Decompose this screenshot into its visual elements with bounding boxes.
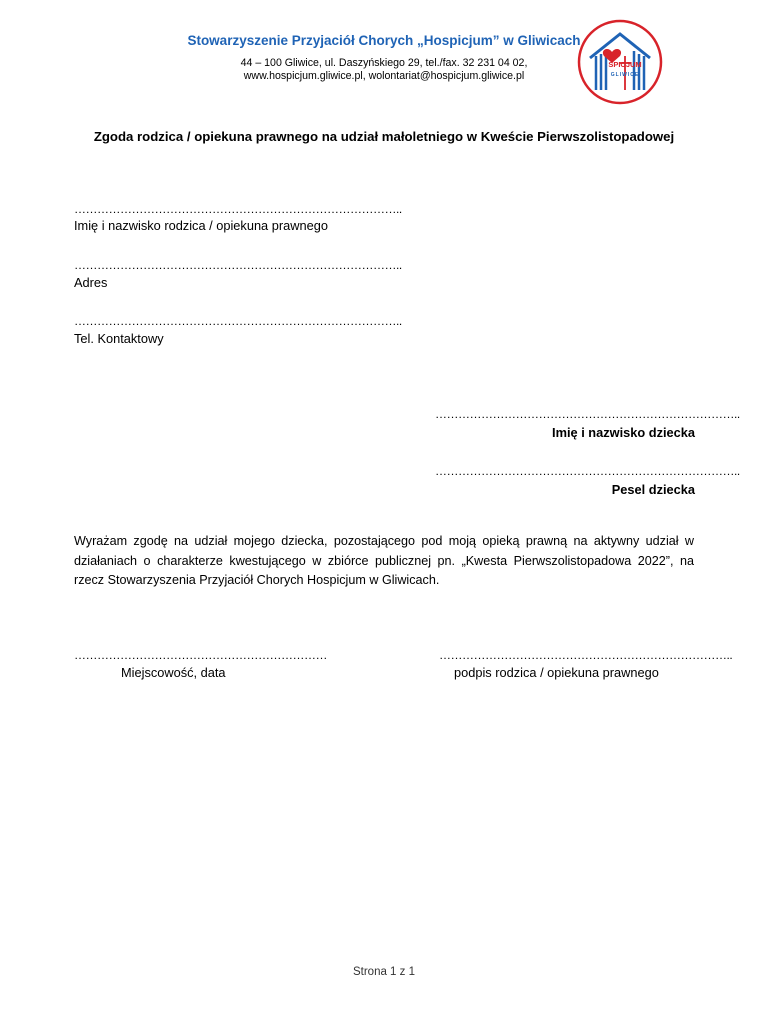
hospicjum-logo (576, 18, 664, 106)
consent-text: Wyrażam zgodę na udział mojego dziecka, pozostającego pod moją opieką prawną na aktywny udział w działaniach o charakterze kwestującego w zbiórce publicznej pn. „Kwesta Pierwszolistopadowa 2022”, na rzecz Stowarzyszenia Przyjaciół Chorych Hospicjum w Gliwicach. (74, 534, 694, 587)
page-number: Strona 1 z 1 (352, 966, 415, 978)
organization-contact: www.hospicjum.gliwice.pl, wolontariat@hospicjum.gliwice.pl (243, 70, 525, 82)
svg-text:GLIWICE: GLIWICE (610, 72, 640, 78)
child-pesel-field[interactable]: …………………………………………………………………….. (435, 464, 740, 478)
organization-name: Stowarzyszenie Przyjaciół Chorych „Hospicjum” w Gliwicach (187, 33, 581, 48)
address-label: Adres (74, 275, 108, 290)
svg-text:SPICJUM: SPICJUM (608, 60, 642, 69)
parent-name-label: Imię i nazwisko rodzica / opiekuna prawnego (74, 218, 328, 233)
phone-field[interactable]: ………………………………………………………………………….. (74, 314, 402, 328)
child-name-label: Imię i nazwisko dziecka (552, 425, 695, 440)
place-date-label: Miejscowość, data (121, 665, 226, 680)
place-date-field[interactable]: ………………………………………………………… (74, 648, 327, 662)
signature-field[interactable]: ………………………………………………………………….. (439, 648, 733, 662)
address-field[interactable]: ………………………………………………………………………….. (74, 258, 402, 272)
organization-address: 44 – 100 Gliwice, ul. Daszyńskiego 29, tel./fax. 32 231 04 02, (240, 57, 528, 69)
signature-label: podpis rodzica / opiekuna prawnego (454, 665, 659, 680)
parent-name-field[interactable]: ………………………………………………………………………….. (74, 202, 402, 216)
document-title: Zgoda rodzica / opiekuna prawnego na udział małoletniego w Kweście Pierwszolistopadowej (93, 129, 675, 144)
child-name-field[interactable]: …………………………………………………………………….. (435, 407, 740, 421)
phone-label: Tel. Kontaktowy (74, 331, 164, 346)
child-pesel-label: Pesel dziecka (611, 482, 695, 497)
